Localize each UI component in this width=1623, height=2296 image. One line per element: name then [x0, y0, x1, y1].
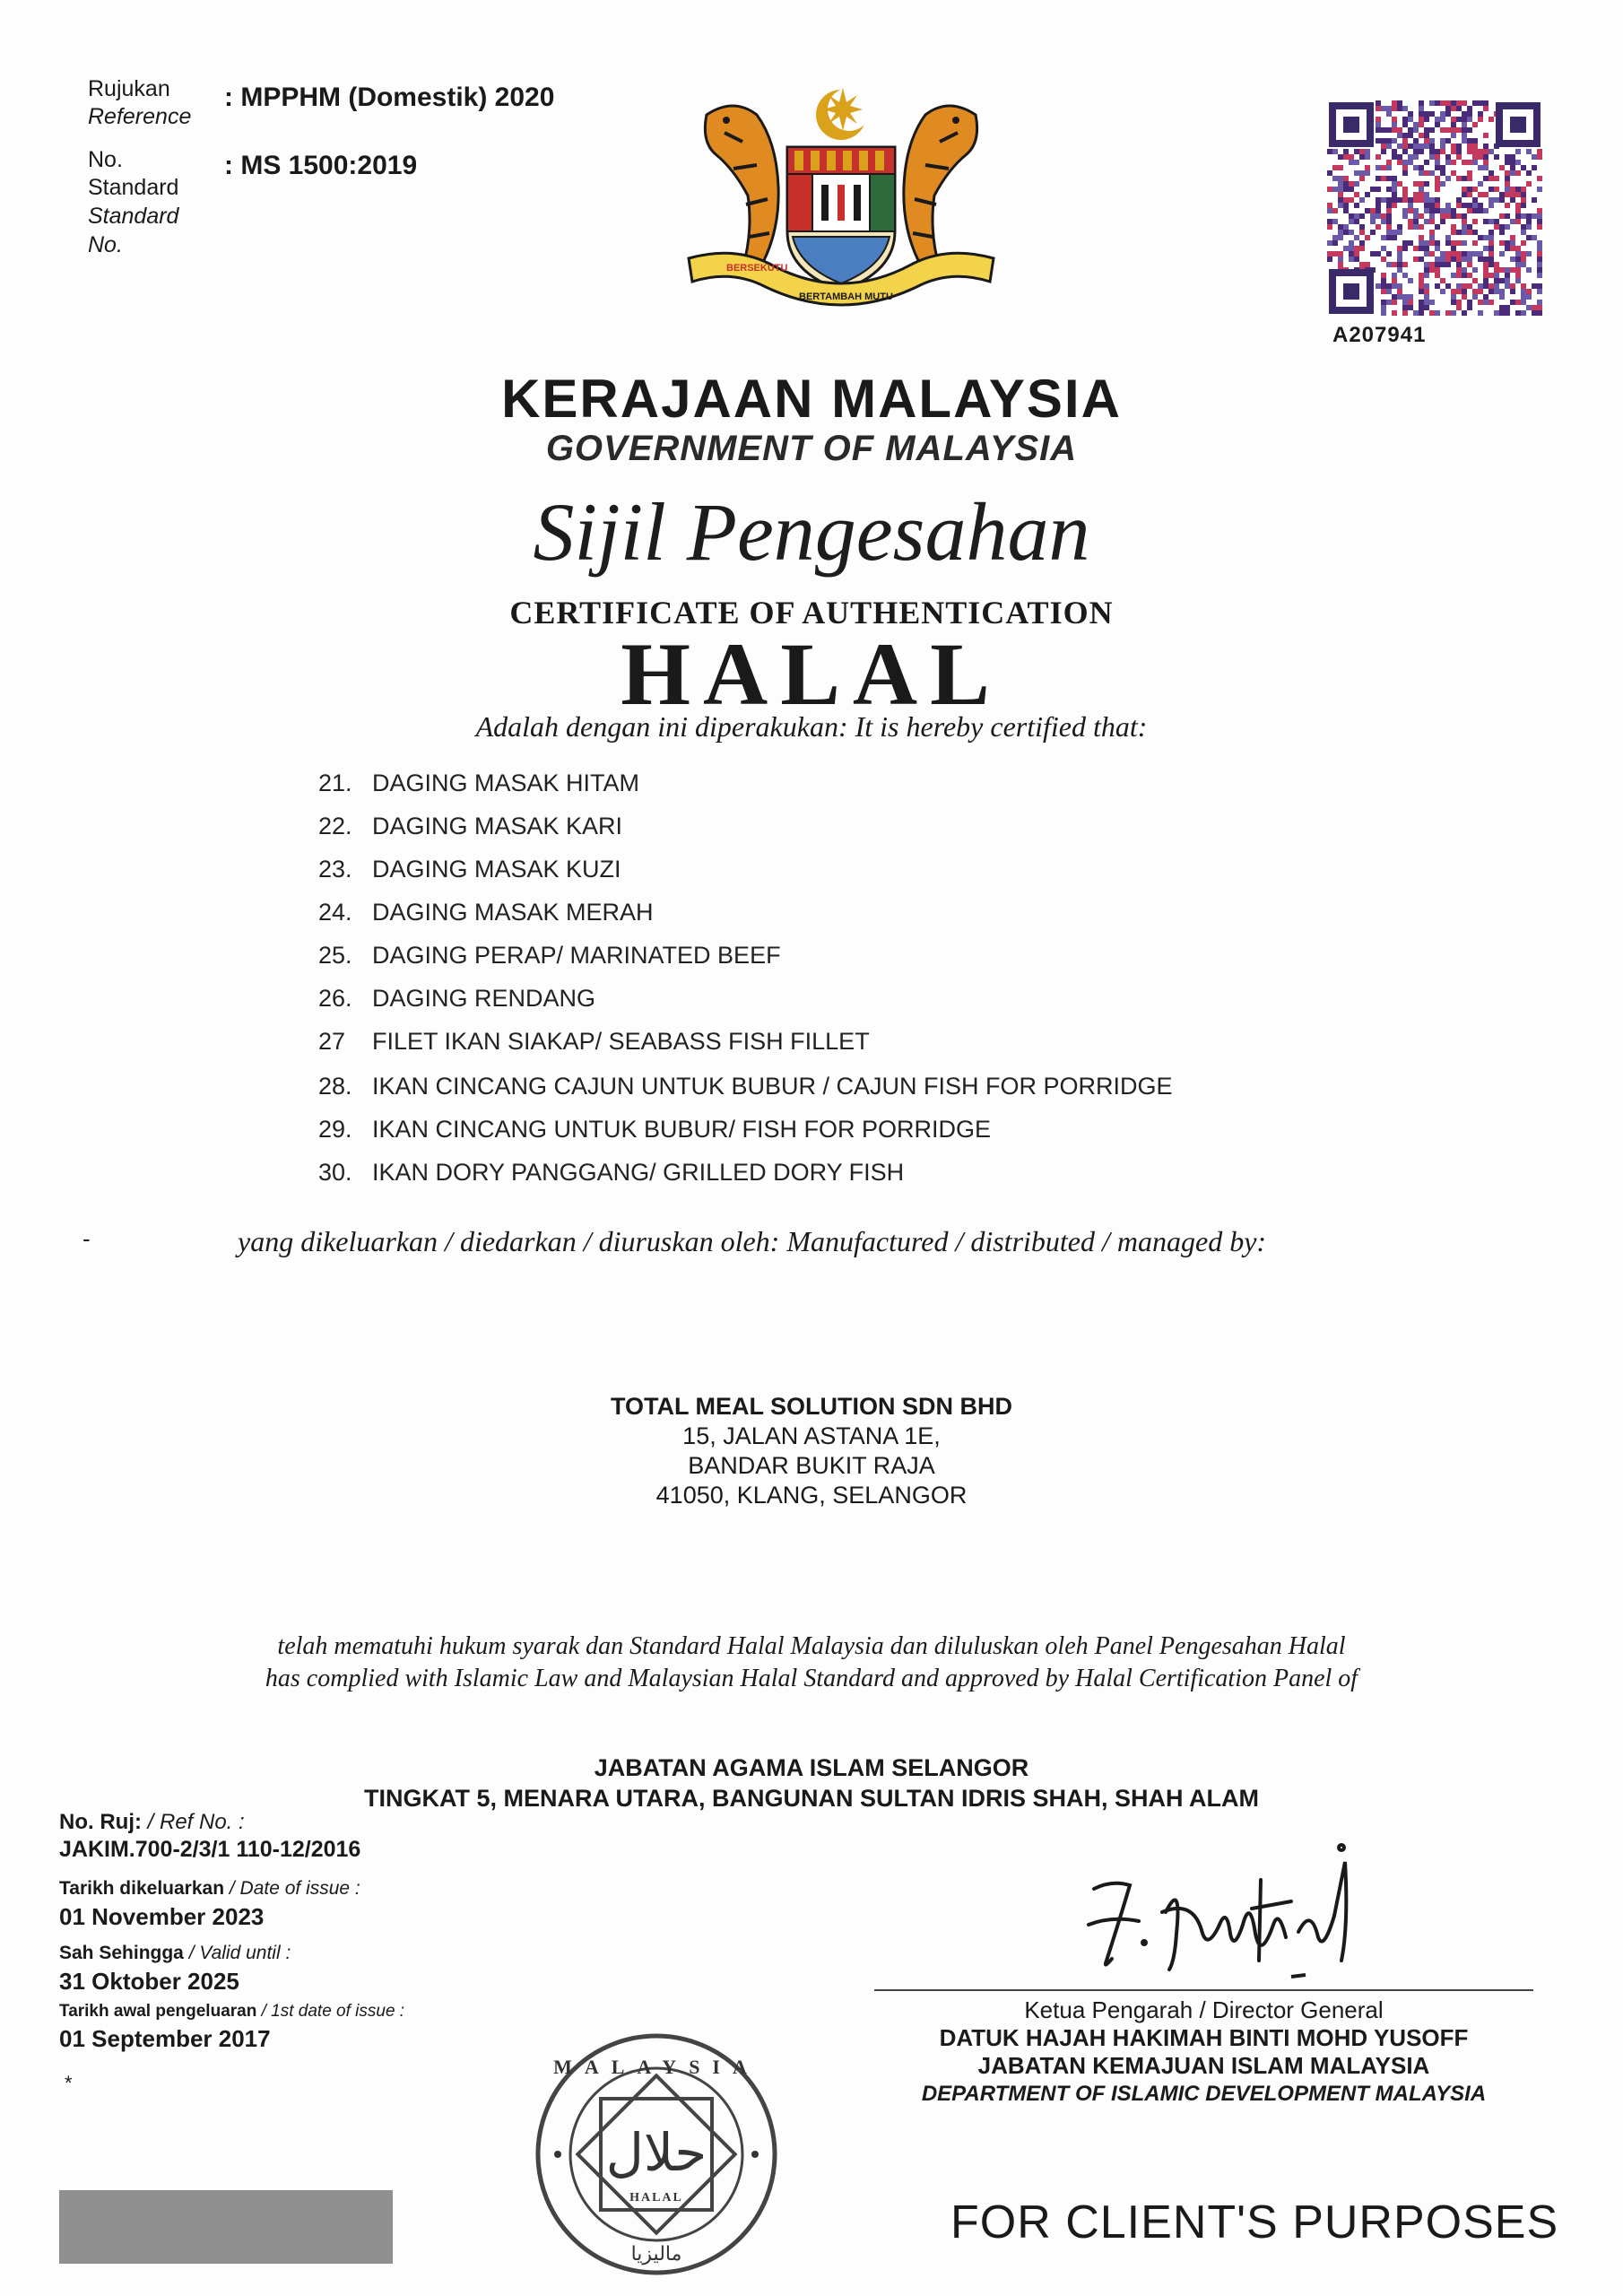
company-address-1: 15, JALAN ASTANA 1E, [682, 1422, 941, 1449]
government-title-en: GOVERNMENT OF MALAYSIA [545, 429, 1078, 468]
standard-label-4: No. [88, 232, 123, 257]
compliance-line-my: telah mematuhi hukum syarak dan Standard Halal Malaysia dan diluluskan oleh Panel Pengesahan Halal [277, 1632, 1346, 1660]
company-address-3: 41050, KLANG, SELANGOR [655, 1482, 968, 1509]
signatory-title: Ketua Pengarah / Director General [1024, 1996, 1384, 2023]
serial-number: A207941 [1332, 323, 1427, 347]
signatory-dept-en: DEPARTMENT OF ISLAMIC DEVELOPMENT MALAYSIA [921, 2082, 1487, 2106]
date-of-issue-label: Tarikh dikeluarkan / Date of issue : [59, 1878, 360, 1899]
list-item: 21. DAGING MASAK HITAM [318, 770, 640, 796]
halal-seal-icon [531, 2029, 782, 2280]
halal-seal-word: HALAL [629, 2191, 683, 2205]
reference-label-my: Rujukan [88, 76, 170, 101]
government-title-my: KERAJAAN MALAYSIA [501, 369, 1122, 429]
certified-statement: Adalah dengan ini diperakukan: It is hereby certified that: [475, 710, 1148, 743]
standard-label-3: Standard [88, 204, 179, 229]
signatory-name: DATUK HAJAH HAKIMAH BINTI MOHD YUSOFF [939, 2024, 1469, 2051]
list-item: 24. DAGING MASAK MERAH [318, 899, 654, 926]
seal-arabic-bottom: ماليزيا [630, 2243, 682, 2266]
crest-ribbon-center: BERTAMBAH MUTU [799, 291, 893, 302]
list-item: 28. IKAN CINCANG CAJUN UNTUK BUBUR / CAJUN FISH FOR PORRIDGE [318, 1073, 1173, 1100]
list-item: 29. IKAN CINCANG UNTUK BUBUR/ FISH FOR PORRIDGE [318, 1116, 992, 1143]
standard-value: : MS 1500:2019 [224, 151, 418, 180]
reference-value: : MPPHM (Domestik) 2020 [224, 83, 555, 112]
dash-mark: - [82, 1225, 91, 1252]
first-issue-value: 01 September 2017 [59, 2025, 271, 2052]
seal-ring-text: MALAYSIA [553, 2056, 759, 2078]
certificate-title-en: CERTIFICATE OF AUTHENTICATION [509, 595, 1114, 631]
redaction-box [59, 2190, 393, 2264]
company-name: TOTAL MEAL SOLUTION SDN BHD [610, 1393, 1012, 1420]
ref-no-value: JAKIM.700-2/3/1 110-12/2016 [59, 1837, 361, 1862]
company-address-2: BANDAR BUKIT RAJA [688, 1452, 935, 1479]
asterisk-mark: * [65, 2072, 73, 2094]
halal-arabic-text: حلال [605, 2122, 707, 2183]
authority-name: JABATAN AGAMA ISLAM SELANGOR [594, 1754, 1029, 1781]
signatory-dept-my: JABATAN KEMAJUAN ISLAM MALAYSIA [977, 2052, 1430, 2079]
ref-no-label: No. Ruj: / Ref No. : [59, 1810, 245, 1834]
reference-label-en: Reference [88, 104, 192, 129]
date-of-issue-value: 01 November 2023 [59, 1903, 265, 1930]
company-block [0, 1392, 1623, 1510]
list-item: 25. DAGING PERAP/ MARINATED BEEF [318, 942, 781, 969]
certifying-authority [0, 1752, 1623, 1813]
standard-label-2: Standard [88, 175, 179, 200]
first-issue-label: Tarikh awal pengeluaran / 1st date of issue : [59, 2002, 405, 2021]
list-item: 23. DAGING MASAK KUZI [318, 856, 621, 883]
signature-icon [1076, 1826, 1363, 1987]
authority-address: TINGKAT 5, MENARA UTARA, BANGUNAN SULTAN IDRIS SHAH, SHAH ALAM [364, 1785, 1259, 1812]
list-item: 26. DAGING RENDANG [318, 985, 596, 1012]
signature-line [874, 1989, 1533, 1991]
signatory-block [874, 1996, 1533, 2108]
certificate-title-my: Sijil Pengesahan [533, 486, 1090, 578]
list-item: 27 FILET IKAN SIAKAP/ SEABASS FISH FILLET [318, 1028, 870, 1055]
halal-title: HALAL [621, 624, 1002, 724]
valid-until-label: Sah Sehingga / Valid until : [59, 1943, 291, 1963]
compliance-line-en: has complied with Islamic Law and Malaysian Halal Standard and approved by Halal Certification Panel of [265, 1665, 1358, 1692]
crest-ribbon-left: BERSEKUTU [726, 263, 788, 274]
standard-label-1: No. [88, 147, 123, 172]
client-purposes-label: FOR CLIENT'S PURPOSES [950, 2196, 1559, 2248]
list-item: 22. DAGING MASAK KARI [318, 813, 623, 839]
managed-by-statement: yang dikeluarkan / diedarkan / diuruskan oleh: Manufactured / distributed / managed by: [238, 1225, 1267, 1257]
valid-until-value: 31 Oktober 2025 [59, 1968, 239, 1995]
list-item: 30. IKAN DORY PANGGANG/ GRILLED DORY FISH [318, 1159, 905, 1186]
coat-of-arms-icon [671, 79, 1011, 319]
compliance-statement [0, 1631, 1623, 1695]
qr-code-icon [1327, 100, 1542, 316]
